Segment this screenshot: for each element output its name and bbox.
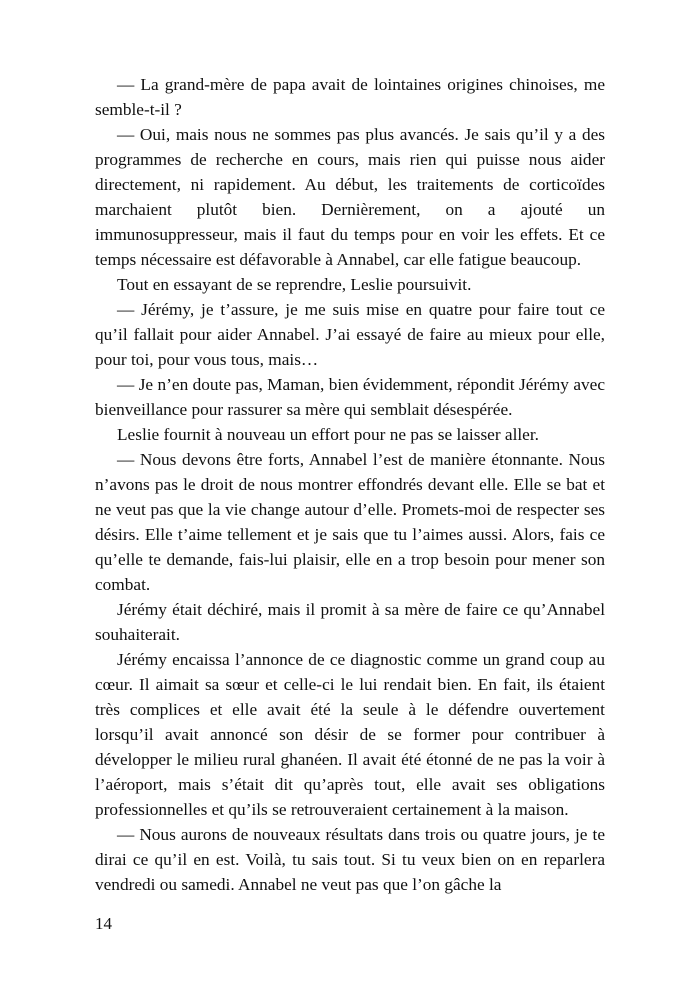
paragraph: — Oui, mais nous ne sommes pas plus avancés. Je sais qu’il y a des programmes de recherche en cours, mais rien qui puisse nous aider directement, ni rapidement. Au début, les traitements de corticoïdes marchaient plutôt bien. Dernièrement, on a ajouté un immunosuppresseur, mais il faut du temps pour en voir les effets. Et ce temps nécessaire est défavorable à Annabel, car elle fatigue beaucoup. bbox=[95, 125, 605, 269]
page-body bbox=[95, 72, 605, 897]
paragraph: — Jérémy, je t’assure, je me suis mise en quatre pour faire tout ce qu’il fallait pour aider Annabel. J’ai essayé de faire au mieux pour elle, pour toi, pour vous tous, mais… bbox=[95, 300, 605, 369]
paragraph: — Nous aurons de nouveaux résultats dans trois ou quatre jours, je te dirai ce qu’il en est. Voilà, tu sais tout. Si tu veux bien on en reparlera vendredi ou samedi. Annabel ne veut pas que l’on gâche la bbox=[95, 825, 605, 894]
paragraph: — La grand-mère de papa avait de lointaines origines chinoises, me semble-t-il ? bbox=[95, 75, 605, 119]
page-number: 14 bbox=[95, 914, 112, 933]
paragraph: — Nous devons être forts, Annabel l’est de manière étonnante. Nous n’avons pas le droit de nous montrer effondrés devant elle. Elle se bat et ne veut pas que la vie change autour d’elle. Promets-moi de respecter ses désirs. Elle t’aime tellement et je sais que tu l’aimes aussi. Alors, fais ce qu’elle te demande, fais-lui plaisir, elle en a trop besoin pour mener son combat. bbox=[95, 450, 605, 594]
paragraph: Jérémy encaissa l’annonce de ce diagnostic comme un grand coup au cœur. Il aimait sa sœur et celle-ci le lui rendait bien. En fait, ils étaient très complices et elle avait été la seule à le défendre ouvertement lorsqu’il avait annoncé son désir de se former pour contribuer à développer le milieu rural ghanéen. Il avait été étonné de ne pas la voir à l’aéroport, mais s’était dit qu’après tout, elle avait ses obligations professionnelles et qu’ils se retrouveraient certainement à la maison. bbox=[95, 650, 605, 819]
paragraph: Leslie fournit à nouveau un effort pour ne pas se laisser aller. bbox=[117, 425, 539, 444]
paragraph: Jérémy était déchiré, mais il promit à sa mère de faire ce qu’Annabel souhaiterait. bbox=[95, 600, 605, 644]
paragraph: — Je n’en doute pas, Maman, bien évidemment, répondit Jérémy avec bienveillance pour rassurer sa mère qui semblait désespérée. bbox=[95, 375, 605, 419]
paragraph: Tout en essayant de se reprendre, Leslie poursuivit. bbox=[117, 275, 472, 294]
